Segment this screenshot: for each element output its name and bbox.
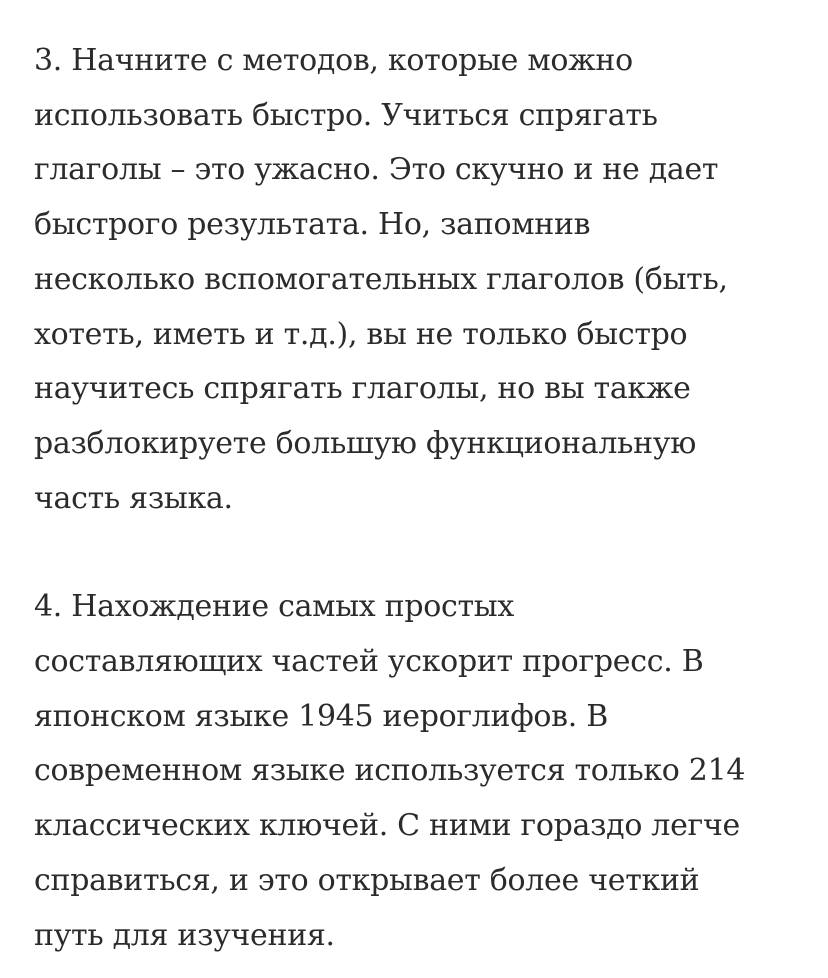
paragraph-line: использовать быстро. Учиться спрягать bbox=[34, 97, 658, 133]
paragraph-line: справиться, и это открывает более четкий bbox=[34, 862, 700, 898]
paragraph-line: 4. Нахождение самых простых bbox=[34, 589, 515, 625]
paragraph-line: быстрого результата. Но, запомнив bbox=[34, 207, 591, 243]
paragraph-line: современном языке используется только 214 bbox=[34, 753, 746, 789]
paragraph-line: научитесь спрягать глаголы, но вы также bbox=[34, 371, 691, 407]
paragraph-line: несколько вспомогательных глаголов (быть, bbox=[34, 261, 728, 297]
paragraph-line: японском языке 1945 иероглифов. В bbox=[34, 698, 608, 734]
paragraph-4 bbox=[34, 580, 809, 963]
paragraph-line: 3. Начните с методов, которые можно bbox=[34, 43, 633, 78]
paragraph-line: разблокируете большую функциональную bbox=[34, 425, 697, 461]
paragraph-line: классических ключей. С ними гораздо легче bbox=[34, 808, 740, 844]
paragraph-line: часть языка. bbox=[34, 480, 233, 516]
paragraph-line: хотеть, иметь и т.д.), вы не только быстро bbox=[34, 316, 688, 352]
paragraph-line: составляющих частей ускорит прогресс. В bbox=[34, 644, 704, 680]
paragraph-line: глаголы – это ужасно. Это скучно и не дает bbox=[34, 152, 719, 188]
article-body bbox=[34, 34, 809, 963]
paragraph-line: путь для изучения. bbox=[34, 917, 335, 953]
paragraph-3 bbox=[34, 34, 809, 526]
